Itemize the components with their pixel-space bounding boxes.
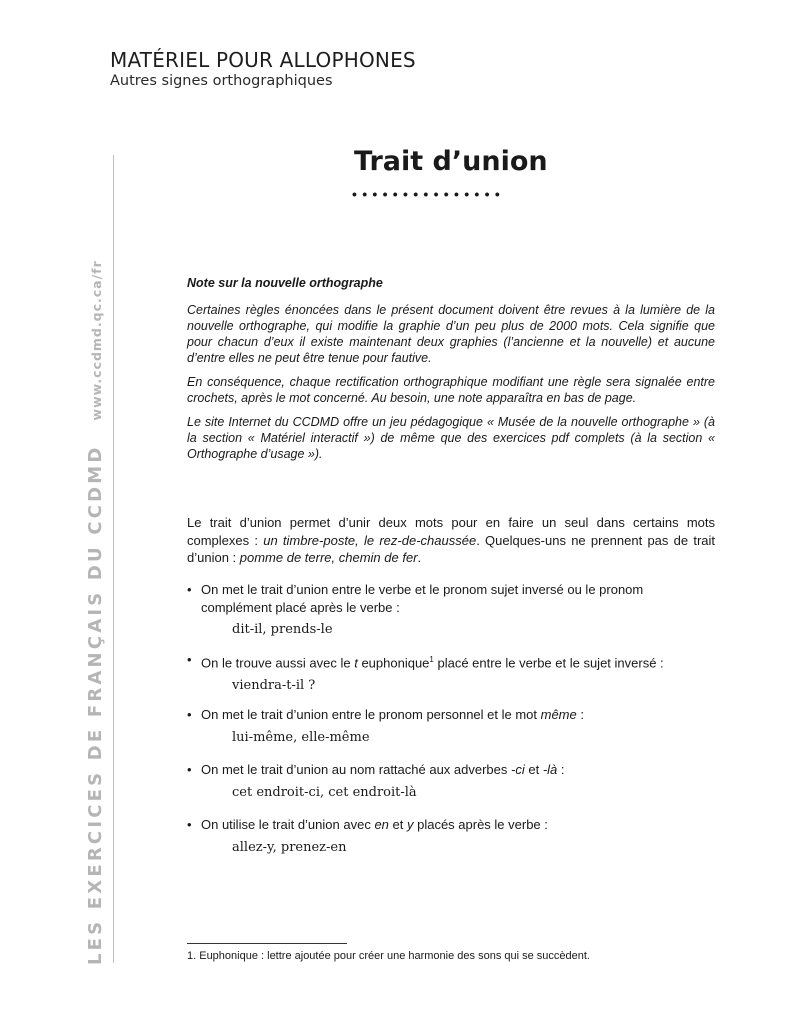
footnote-rule xyxy=(187,943,347,944)
note-paragraph: En conséquence, chaque rectification orthographique modifiant une règle sera signalée entre crochets, après le mot concerné. Au besoin, une note apparaîtra en bas de page. xyxy=(187,375,715,405)
note-paragraph: Le site Internet du CCDMD offre un jeu pédagogique « Musée de la nouvelle orthographe » (à la section « Matériel interactif ») de même que des exercices pdf complets (à la section « Orthographe d’usage »). xyxy=(187,415,715,461)
header-title: MATÉRIEL POUR ALLOPHONES xyxy=(110,48,416,72)
margin-rule xyxy=(113,155,114,963)
side-banner-url: www.ccdmd.qc.ca/fr xyxy=(89,260,104,421)
title-dotted-rule: ••••••••••••••• xyxy=(352,186,506,202)
note-paragraph: Certaines règles énoncées dans le présent document doivent être revues à la lumière de la nouvelle orthographe, qui modifie la graphie d’un peu plus de 2000 mots. Cela signifie que pour chacun d’eux il existe maintenant deux graphies (l’ancienne et la nouvelle) et aucune d’entre elles ne peut être tenue pour fautive. xyxy=(187,303,715,365)
footnote-ref: 1 xyxy=(429,655,434,664)
footnote: 1. Euphonique : lettre ajoutée pour créer une harmonie des sons qui se succèdent. xyxy=(187,950,590,962)
rule-example: dit-il, prends-le xyxy=(232,622,333,637)
spelling-note xyxy=(187,275,715,470)
rule-item: • On le trouve aussi avec le t euphonique$^1$ placé entre le verbe et le sujet inversé : viendra-t-il ? xyxy=(187,651,715,694)
page-title: Trait d’union xyxy=(354,146,548,177)
rule-example: lui-même, elle-même xyxy=(232,729,370,745)
side-banner-title: LES EXERCICES DE FRANÇAIS DU CCDMD xyxy=(85,444,106,965)
rule-item: • On met le trait d’union au nom rattaché aux adverbes -ci et -là : cet endroit-ci, cet endroit-là xyxy=(187,761,715,801)
rule-example: viendra-t-il ? xyxy=(232,677,316,693)
rule-example: allez-y, prenez-en xyxy=(232,839,347,855)
header-subtitle: Autres signes orthographiques xyxy=(110,73,333,89)
intro-paragraph: Le trait d’union permet d’unir deux mots pour en faire un seul dans certains mots complexes : un timbre-poste, le rez-de-chaussée. Quelques-uns ne prennent pas de trait d’union : pomme de terre, chemin de fer. xyxy=(187,515,715,565)
rule-item: • On met le trait d’union entre le pronom personnel et le mot même : lui-même, elle-même xyxy=(187,706,715,746)
rule-item: • On met le trait d’union entre le verbe et le pronom sujet inversé ou le pronom complément placé après le verbe : dit-il, prends-le xyxy=(187,581,715,639)
note-heading: Note sur la nouvelle orthographe xyxy=(187,276,383,290)
rule-item: • On utilise le trait d’union avec en et y placés après le verbe : allez-y, prenez-en xyxy=(187,816,715,856)
rule-example: cet endroit-ci, cet endroit-là xyxy=(232,784,417,800)
